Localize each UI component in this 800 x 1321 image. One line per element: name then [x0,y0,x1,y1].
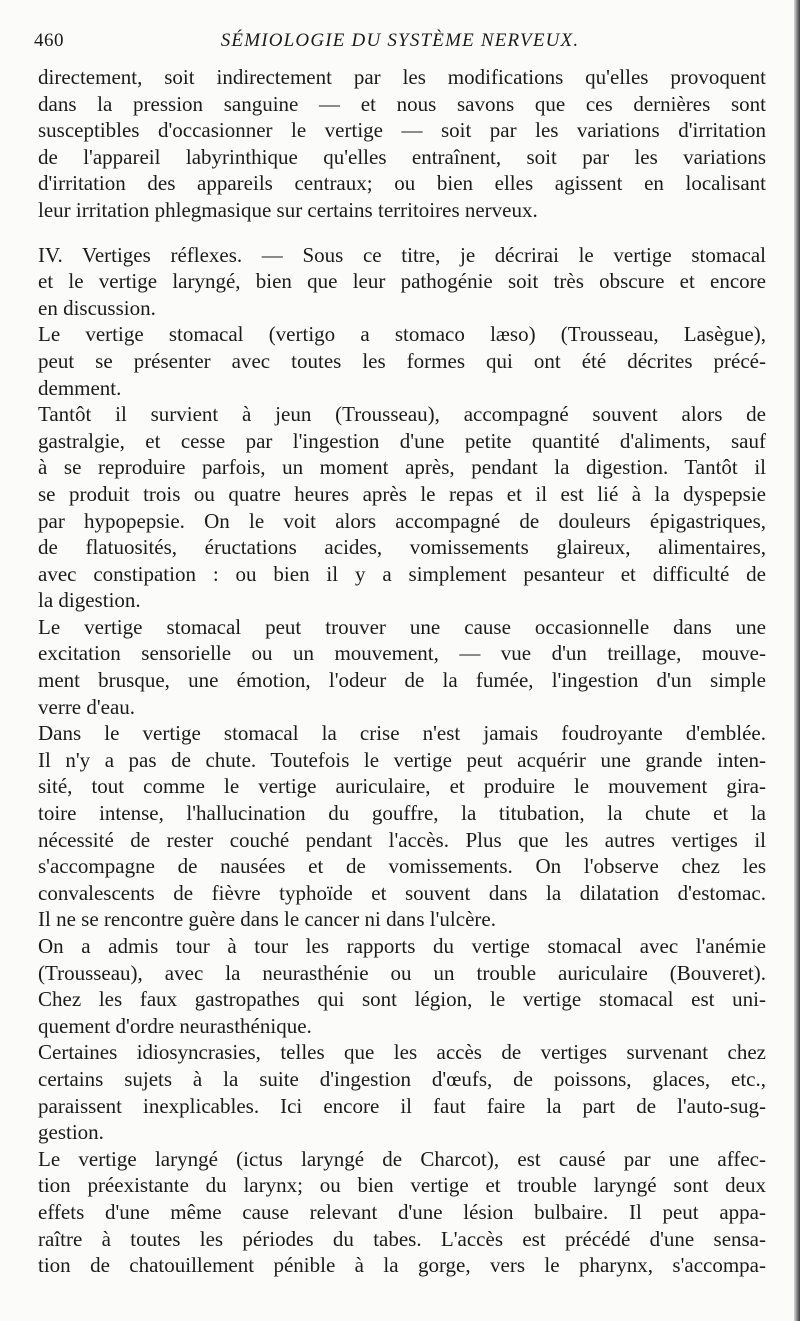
text-line: Le vertige stomacal peut trouver une cause occasionnelle dans une [38,614,766,639]
text-line: Il ne se rencontre guère dans le cancer ni dans l'ulcère. [38,907,496,932]
text-line: en discussion. [38,295,156,320]
running-head [34,30,766,58]
text-line: quement d'ordre neurasthénique. [38,1013,312,1038]
text-line: de flatuosités, éructations acides, vomissements glaireux, alimentaires, [38,535,766,560]
text-line: effets d'une même cause relevant d'une lésion bulbaire. Il peut appa- [38,1199,766,1224]
text-line: Le vertige stomacal (vertigo a stomaco læso) (Trousseau, Lasègue), [38,322,766,347]
text-line: Dans le vertige stomacal la crise n'est jamais foudroyante d'emblée. [38,721,766,746]
text-line: certains sujets à la suite d'ingestion d'œufs, de poissons, glaces, etc., [38,1066,766,1091]
text-line: gestion. [38,1120,104,1145]
text-line: Tantôt il survient à jeun (Trousseau), accompagné souvent alors de [38,402,766,427]
text-line: demment. [38,375,122,400]
page-number: 460 [34,30,64,51]
text-line: (Trousseau), avec la neurasthénie ou un trouble auriculaire (Bouveret). [38,960,766,985]
text-line: Le vertige laryngé (ictus laryngé de Charcot), est causé par une affec- [38,1146,766,1171]
text-line: par hypopepsie. On le voit alors accompagné de douleurs épigastriques, [38,508,766,533]
text-line: sité, tout comme le vertige auriculaire, et produire le mouvement gira- [38,774,766,799]
text-line: nécessité de rester couché pendant l'accès. Plus que les autres vertiges il [38,827,766,852]
text-line: d'irritation des appareils centraux; ou bien elles agissent en localisant [38,171,766,196]
text-line: tion de chatouillement pénible à la gorge, vers le pharynx, s'accompa- [38,1253,766,1278]
text-line: gastralgie, et cesse par l'ingestion d'une petite quantité d'aliments, sauf [38,428,766,453]
running-title: SÉMIOLOGIE DU SYSTÈME NERVEUX. [220,30,580,51]
text-line: On a admis tour à tour les rapports du vertige stomacal avec l'anémie [38,934,766,958]
text-line: toire intense, l'hallucination du gouffre, la titubation, la chute et la [38,801,766,826]
page-edge-shadow [794,0,800,1321]
text-line: la digestion. [38,588,141,613]
text-line: Certaines idiosyncrasies, telles que les accès de vertiges survenant chez [38,1040,766,1065]
text-line: de l'appareil labyrinthique qu'elles entraînent, soit par les variations [38,144,766,169]
text-line: leur irritation phlegmasique sur certains territoires nerveux. [38,197,538,222]
text-line: se produit trois ou quatre heures après le repas et il est lié à la dyspepsie [38,481,766,506]
text-line: ment brusque, une émotion, l'odeur de la fumée, l'ingestion d'un simple [38,668,766,693]
section-gap [38,224,766,242]
text-line: peut se présenter avec toutes les formes qui ont été décrites précé- [38,348,766,373]
text-line: dans la pression sanguine — et nous savons que ces dernières sont [38,91,766,116]
text-line: avec constipation : ou bien il y a simplement pesanteur et difficulté de [38,561,766,586]
body-text [38,64,766,1279]
text-line: et le vertige laryngé, bien que leur pathogénie soit très obscure et encore [38,269,766,294]
text-line: excitation sensorielle ou un mouvement, — vue d'un treillage, mouve- [38,641,766,666]
text-line: tion préexistante du larynx; ou bien vertige et trouble laryngé sont deux [38,1173,766,1198]
text-line: convalescents de fièvre typhoïde et souvent dans la dilatation d'estomac. [38,880,766,905]
text-line: directement, soit indirectement par les modifications qu'elles provoquent [38,65,766,89]
text-line: verre d'eau. [38,694,136,719]
text-line: à se reproduire parfois, un moment après, pendant la digestion. Tantôt il [38,455,766,480]
text-line: Il n'y a pas de chute. Toutefois le vertige peut acquérir une grande inten- [38,747,766,772]
text-line: raître à toutes les périodes du tabes. L'accès est précédé d'une sensa- [38,1226,766,1251]
text-line: Chez les faux gastropathes qui sont légion, le vertige stomacal est uni- [38,987,766,1012]
text-line: paraissent inexplicables. Ici encore il faut faire la part de l'auto-sug- [38,1093,766,1118]
text-line: susceptibles d'occasionner le vertige — soit par les variations d'irritation [38,118,766,143]
text-line: s'accompagne de nausées et de vomissements. On l'observe chez les [38,854,766,879]
section-heading-line: IV. Vertiges réflexes. — Sous ce titre, je décrirai le vertige stomacal [38,242,766,267]
